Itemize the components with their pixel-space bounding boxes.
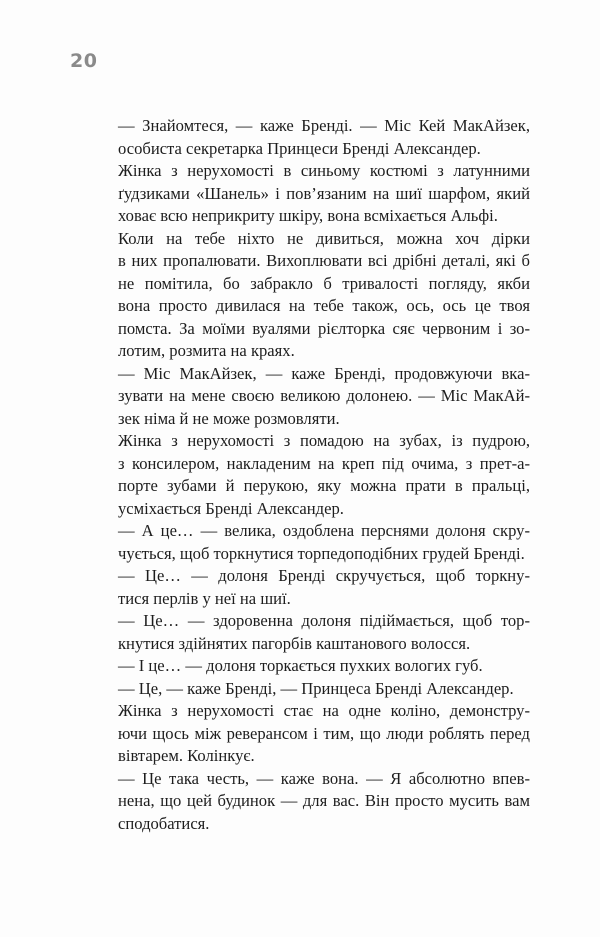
text-line: з консилером, накладеним на креп під очима, з прет-а-: [118, 453, 530, 473]
text-line: — Міс МакАйзек, — каже Бренді, продовжуючи вка-: [118, 363, 530, 383]
text-line: особиста секретарка Принцеси Бренді Александер.: [118, 138, 481, 158]
paragraph: [98, 115, 530, 160]
text-line: кнутися здійнятих пагорбів каштанового волосся.: [118, 633, 471, 653]
text-line: в них пропалювати. Вихоплювати всі дрібні деталі, які б: [118, 251, 530, 270]
paragraph: [98, 700, 530, 768]
text-line: вівтарем. Колінкує.: [118, 746, 255, 765]
text-line: — А це… — велика, оздоблена перснями долоня скру-: [118, 521, 530, 540]
paragraph: [98, 430, 530, 520]
text-line: тися перлів у неї на шиї.: [118, 588, 291, 608]
text-line: лотим, розмита на краях.: [118, 341, 295, 360]
text-line: — Знайомтеся, — каже Бренді. — Міс Кей МакАйзек,: [118, 116, 530, 135]
text-line: усміхається Бренді Александер.: [118, 498, 344, 518]
paragraph: [98, 768, 530, 836]
body-text: [98, 115, 530, 835]
text-line: — Це, — каже Бренді, — Принцеса Бренді Александер.: [118, 678, 514, 698]
paragraph: [98, 610, 530, 655]
text-line: зек німа й не може розмовляти.: [118, 408, 340, 428]
paragraph: [98, 655, 530, 678]
text-line: Жінка з нерухомості стає на одне коліно, демонстру-: [118, 701, 530, 720]
paragraph: [98, 228, 530, 363]
text-line: помста. За моїми вуалями рієлторка сяє червоним і зо-: [118, 318, 530, 338]
text-line: Коли на тебе ніхто не дивиться, можна хоч дірки: [118, 228, 530, 248]
text-line: — Це… — здоровенна долоня підіймається, щоб тор-: [118, 611, 530, 630]
paragraph: [98, 520, 530, 565]
paragraph: [98, 363, 530, 431]
text-line: сподобатися.: [118, 813, 210, 833]
text-line: порте зубами й перукою, яку можна прати в пральці,: [118, 476, 530, 495]
text-line: зувати на мене своєю великою долонею. — Міс МакАй-: [118, 386, 530, 405]
paragraph: [98, 678, 530, 701]
text-line: не помітила, бо забракло б тривалості погляду, якби: [118, 273, 530, 293]
page-number: 20: [70, 50, 98, 72]
text-line: Жінка з нерухомості в синьому костюмі з латунними: [118, 161, 530, 180]
text-line: Жінка з нерухомості з помадою на зубах, із пудрою,: [118, 431, 530, 450]
text-line: — Це така честь, — каже вона. — Я абсолютно впев-: [118, 768, 530, 788]
text-line: ючи щось між реверансом і тим, що люди роблять перед: [118, 723, 530, 743]
text-line: — І це… — долоня торкається пухких вологих губ.: [118, 656, 483, 675]
text-line: — Це… — долоня Бренді скручується, щоб торкну-: [118, 566, 530, 585]
paragraph: [98, 160, 530, 228]
text-line: чується, щоб торкнутися торпедоподібних грудей Бренді.: [118, 543, 525, 563]
text-line: нена, що цей будинок — для вас. Він просто мусить вам: [118, 791, 530, 810]
text-line: ґудзиками «Шанель» і пов’язаним на шиї шарфом, який: [118, 183, 530, 203]
text-line: ховає всю неприкриту шкіру, вона всміхається Альфі.: [118, 206, 498, 225]
text-line: вона просто дивилася на тебе також, ось, ось це твоя: [118, 296, 530, 315]
paragraph: [98, 565, 530, 610]
